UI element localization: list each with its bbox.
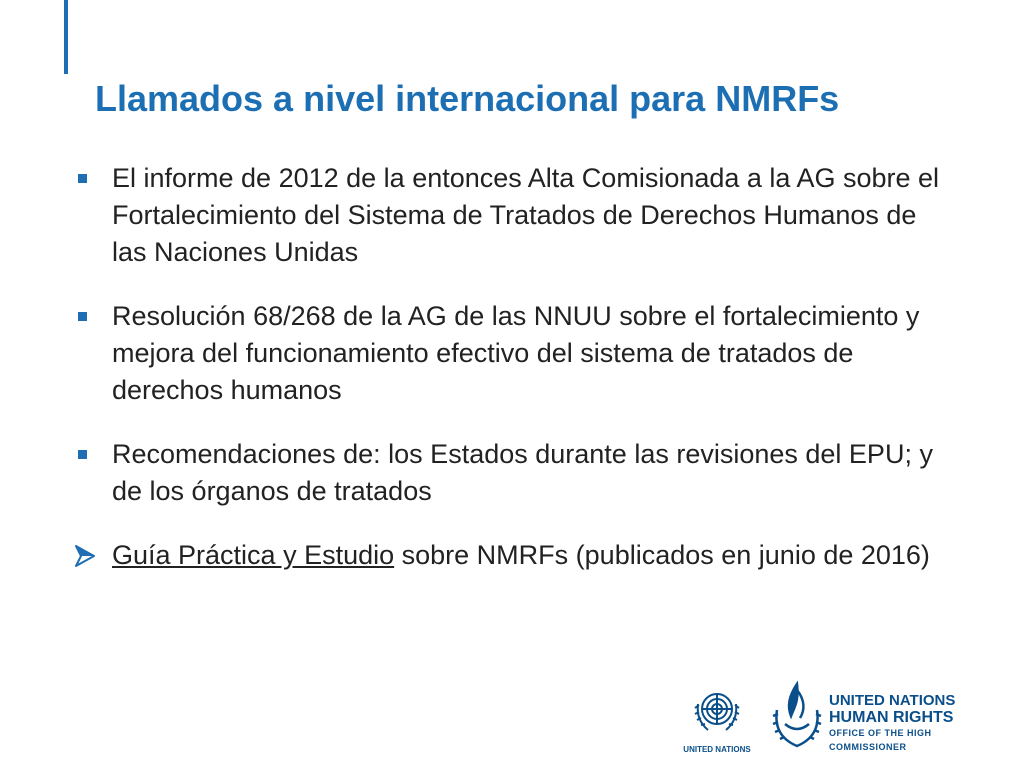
un-emblem-icon bbox=[690, 684, 744, 738]
bullet-text: Recomendaciones de: los Estados durante las revisiones del EPU; y de los órganos de tratados bbox=[112, 439, 933, 506]
ohchr-line3: OFFICE OF THE HIGH COMMISSIONER bbox=[829, 728, 932, 752]
square-bullet-icon bbox=[78, 312, 87, 321]
ohchr-line2: HUMAN RIGHTS bbox=[829, 709, 954, 726]
bullet-item-1 bbox=[70, 160, 950, 271]
un-logo bbox=[682, 684, 752, 754]
bullet-text: sobre NMRFs (publicados en junio de 2016) bbox=[394, 540, 930, 570]
accent-bar bbox=[64, 0, 68, 74]
arrow-bullet-icon bbox=[72, 543, 98, 569]
bullet-item-4 bbox=[70, 537, 950, 574]
bullet-text: Resolución 68/268 de la AG de las NNUU sobre el fortalecimiento y mejora del funcionamiento efectivo del sistema de tratados de derechos humanos bbox=[112, 301, 920, 405]
ohchr-flame-emblem-icon bbox=[767, 680, 827, 758]
bullet-text: El informe de 2012 de la entonces Alta Comisionada a la AG sobre el Fortalecimiento del Sistema de Tratados de Derechos Humanos de las Naciones Unidas bbox=[112, 163, 940, 267]
slide-content bbox=[70, 160, 950, 601]
guide-link[interactable]: Guía Práctica y Estudio bbox=[112, 540, 395, 570]
slide-title: Llamados a nivel internacional para NMRFs bbox=[95, 78, 840, 119]
square-bullet-icon bbox=[78, 450, 87, 459]
square-bullet-icon bbox=[78, 174, 87, 183]
ohchr-logo bbox=[767, 680, 1002, 760]
un-caption: UNITED NATIONS bbox=[683, 745, 751, 754]
ohchr-wordmark bbox=[829, 692, 1002, 754]
bullet-item-3 bbox=[70, 436, 950, 510]
ohchr-line1: UNITED NATIONS bbox=[829, 692, 956, 709]
bullet-item-2 bbox=[70, 298, 950, 409]
footer-logos bbox=[682, 680, 1002, 760]
